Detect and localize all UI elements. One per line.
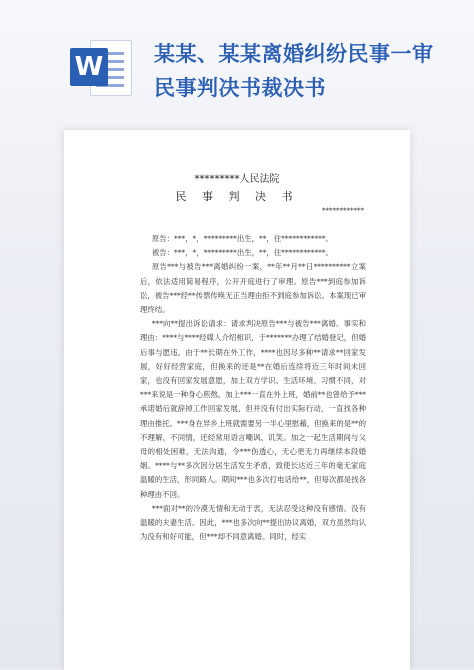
court-name: *********人民法院: [194, 174, 280, 185]
header: [0, 0, 474, 120]
plaintiff-info: 原告：***，*，*********出生，**，住************。: [151, 234, 333, 243]
case-summary-paragraph: 原告***与被告***离婚纠纷一案，**年**月**日**********立案后，依法适用简易程序，公开开庭进行了审理。原告***到庭参加诉讼，被告***经**传票传唤无正当理由拒不到庭参加诉讼。本案现已审理终结。: [140, 262, 366, 315]
document-type-heading: 民 事 判 决 书: [175, 190, 299, 203]
defendant-info: 被告：***，*，*********出生，**，住************。: [151, 248, 333, 258]
page-title-line-2: 民事判决书裁决书: [154, 76, 326, 100]
claims-paragraph: ***向**提出诉讼请求：请求判决原告***与被告***离婚。事实和理由：****与****经媒人介绍相识，于*******办理了结婚登记，但婚后事与愿违。由于**长期在外工作，****也因尽多种**请求**回家发展，好好经营家庭，但换来的还是**在婚后连续将近三年时间未回家，也没有回家发展意愿，加上双方学识、生活环境、习惯不同，对***来说是一种身心煎熬。加上***一直在外上班，婚前**也曾给予***承诺婚后就辞掉工作回家发展，但并没有付出实际行动，一直找各种理由推托。***身在异乡上班就需要另一半心里慰藉，但换来的是**的不理解，不同情，还经常用语言嘲讽、讥笑。加之一起生活期间与父母的相处困难，无法沟通，令***伤透心，无心更无力再继续本段婚姻。****与**多次因分居生活发生矛盾，致使长达近三年的毫无家庭温暖的生活，形同路人。期间***也多次打电话给**，但每次都是找各种理由不回。: [140, 319, 366, 499]
document-body: [140, 232, 366, 544]
document-preview: [64, 130, 410, 670]
facts-paragraph: ***面对**的冷漠无情和无动于衷，无法忍受这种没有感情、没有温暖的夫妻生活。因此，***也多次向**提出协议离婚，双方虽然均认为没有和好可能，但***却不同意离婚。同时，经实: [140, 503, 366, 542]
page-title-line-1: 某某、某某离婚纠纷民事一审: [154, 42, 434, 66]
word-document-icon: [70, 38, 132, 96]
word-badge: W: [70, 48, 108, 86]
document-number: ************: [322, 207, 364, 215]
